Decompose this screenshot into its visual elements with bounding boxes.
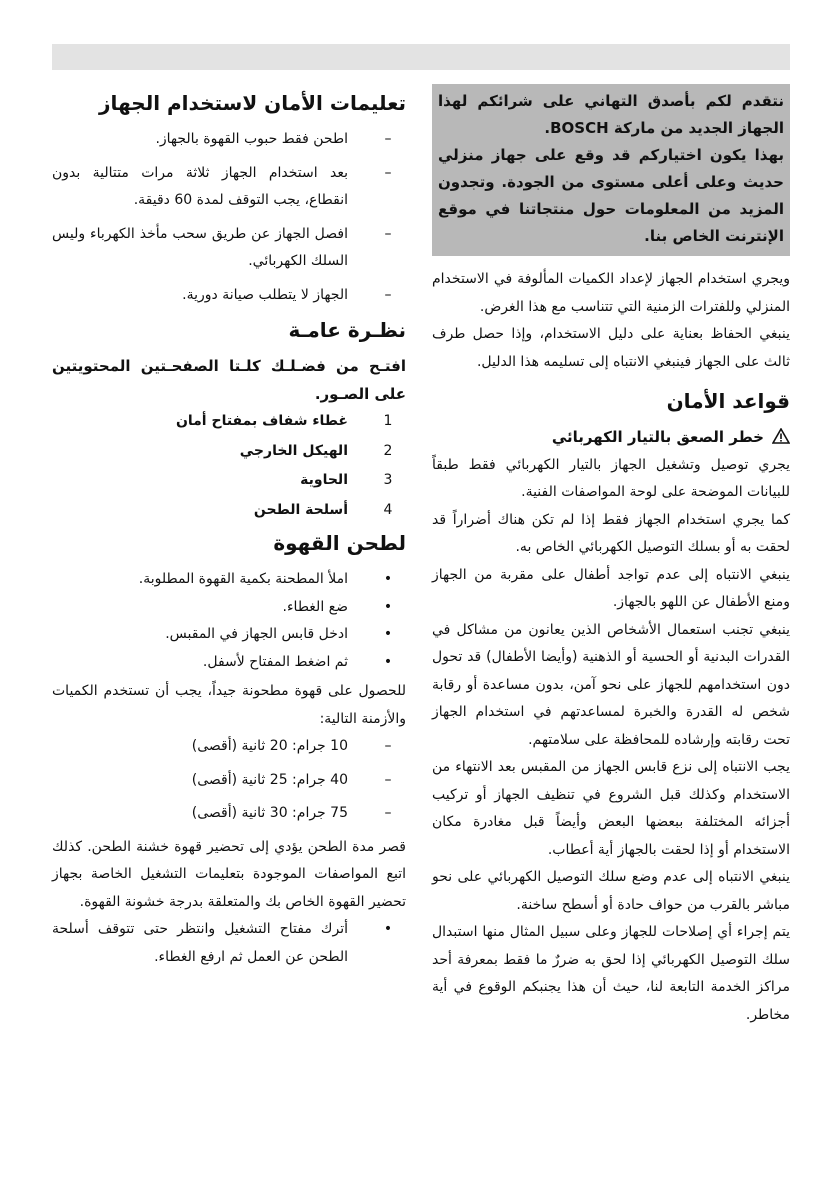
left-column [52, 84, 406, 977]
intro-line-1: نتقدم لكم بأصدق التهاني على شرائكم لهذا الجهاز الجديد من ماركة BOSCH. [438, 92, 784, 137]
grinding-heading: لطحن القهوة [273, 531, 406, 555]
part-label: أسلحة الطحن [253, 501, 348, 518]
part-number: 4 [383, 501, 393, 518]
usage-item-text: بعد استخدام الجهاز ثلاثة مرات متتالية بدون انقطاع، يجب التوقف لمدة 60 دقيقة. [52, 164, 348, 208]
bullet-marker: • [383, 598, 393, 615]
usage-scope-paragraph: ويجري استخدام الجهاز لإعداد الكميات المألوفة في الاستخدام المنزلي وللفترات الزمنية التي تتناسب مع هذا الغرض. [432, 271, 790, 315]
manual-keep-paragraph: ينبغي الحفاظ بعناية على دليل الاستخدام، وإذا حصل طرف ثالث على الجهاز فينبغي الانتباه إلى تسليمه هذا الدليل. [432, 326, 790, 370]
time-text: 75 جرام: 30 ثانية (أقصى) [191, 805, 348, 821]
list-item [52, 916, 406, 971]
safety-para-4: ينبغي تجنب استعمال الأشخاص الذين يعانون من مشاكل في القدرات البدنية أو الحسية أو الذهنية (وأيضا الأطفال) قد تحول دون استخدامهم للجهاز على نحو آمن، بدون مساعدة أو رقابة شخص له القدرة والخبرة لمساعدتهم في استخدام الجهاز تحت رقابته وإرشاده للمحافظة على سلامتهم. [432, 621, 790, 748]
list-item [52, 438, 406, 466]
list-item [52, 467, 406, 495]
warning-triangle-icon [772, 428, 790, 444]
safety-para-2: كما يجري استخدام الجهاز فقط إذا لم تكن هناك أضراراً قد لحقت به أو بسلك التوصيل الكهربائي الخاص به. [432, 511, 790, 555]
usage-item-text: الجهاز لا يتطلب صيانة دورية. [182, 286, 348, 303]
list-item [52, 767, 406, 795]
list-item [52, 221, 406, 276]
usage-item-text: افصل الجهاز عن طريق سحب مأخذ الكهرباء وليس السلك الكهربائي. [52, 225, 348, 269]
step-text: ثم اضغط المفتاح لأسفل. [202, 653, 348, 670]
safety-para-6: ينبغي الانتباه إلى عدم وضع سلك التوصيل الكهربائي على نحو مباشر بالقرب من حواف حادة أو أسطح ساخنة. [432, 869, 790, 913]
right-column [432, 84, 790, 1029]
grinding-steps [52, 566, 406, 676]
overview-heading: نظـرة عامـة [288, 318, 406, 342]
list-item [52, 408, 406, 436]
dash-marker: – [384, 805, 392, 821]
list-item [52, 649, 406, 677]
safety-para-7: يتم إجراء أي إصلاحات للجهاز وعلى سبيل المثال منها استبدال سلك التوصيل الكهربائي إذا لحق به ضررٌ ما فقط بمعرفة أحد مراكز الخدمة التابعة لنا، حيث أن هذا يجنبكم الوقوع في أية مخاطر. [432, 924, 790, 1023]
part-number: 1 [383, 413, 393, 429]
parts-list [52, 408, 406, 524]
grinding-times [52, 733, 406, 828]
bullet-marker: • [383, 626, 393, 642]
header-bar [52, 44, 790, 70]
list-item [52, 566, 406, 594]
safety-heading: قواعد الأمان [666, 389, 790, 413]
part-number: 3 [383, 472, 393, 488]
usage-heading: تعليمات الأمان لاستخدام الجهاز [99, 91, 406, 115]
dash-marker: – [384, 164, 392, 181]
part-number: 2 [383, 442, 393, 459]
bullet-marker: • [383, 653, 393, 670]
step-text: املأ المطحنة بكمية القهوة المطلوبة. [138, 571, 348, 587]
dash-marker: – [384, 771, 392, 788]
overview-instruction: افتـح من فضـلـك كلـتا الصفحـتين المحتويتين على الصـور. [52, 357, 406, 403]
intro-line-2: بهذا يكون اختياركم قد وقع على جهاز منزلي حديث وعلى أعلى مستوى من الجودة. وتجدون المزيد من المعلومات حول منتجاتنا في موقع الإنترنت الخاص بنا. [438, 146, 784, 245]
safety-para-1: يجري توصيل وتشغيل الجهاز بالتيار الكهربائي فقط طبقاً للبيانات الموضحة على لوحة المواصفات الفنية. [432, 456, 790, 500]
time-text: 40 جرام: 25 ثانية (أقصى) [191, 771, 348, 788]
final-step-list [52, 916, 406, 971]
list-item [52, 733, 406, 761]
safety-para-5: يجب الانتباه إلى نزع قابس الجهاز من المقبس بعد الانتهاء من الاستخدام وكذلك قبل الشروع في تنظيف الجهاز أو تركيب أجزائه المختلفة ببعضها البعض وأيضاً قبل مغادرة مكان الاستخدام أو إذا لحقت بالجهاز أية أعطاب. [432, 759, 790, 858]
dash-marker: – [384, 225, 392, 242]
step-text: ضع الغطاء. [282, 598, 348, 615]
dash-marker: – [384, 131, 392, 147]
intro-box [432, 84, 790, 256]
list-item [52, 621, 406, 649]
warning-title: خطر الصعق بالتيار الكهربائي [551, 428, 764, 446]
list-item [52, 160, 406, 215]
list-item [52, 126, 406, 154]
list-item [52, 800, 406, 828]
usage-item-text: اطحن فقط حبوب القهوة بالجهاز. [155, 131, 348, 147]
bullet-marker: • [383, 921, 393, 937]
time-text: 10 جرام: 20 ثانية (أقصى) [191, 738, 348, 754]
final-step-text: أترك مفتاح التشغيل وانتظر حتى تتوقف أسلحة الطحن عن العمل ثم ارفع الغطاء. [52, 921, 348, 965]
bullet-marker: • [383, 571, 393, 587]
dash-marker: – [384, 286, 392, 303]
part-label: الحاوية [300, 472, 348, 488]
list-item [52, 594, 406, 622]
list-item [52, 497, 406, 525]
part-label: الهيكل الخارجي [239, 442, 348, 459]
part-label: غطاء شفاف بمفتاح أمان [175, 413, 348, 429]
dash-marker: – [384, 738, 392, 754]
times-intro: للحصول على قهوة مطحونة جيداً، يجب أن تستخدم الكميات والأزمنة التالية: [52, 683, 406, 727]
usage-list [52, 126, 406, 309]
electric-shock-warning [432, 424, 790, 452]
grind-coarseness-note: قصر مدة الطحن يؤدي إلى تحضير قهوة خشنة الطحن. كذلك اتبع المواصفات الموجودة بتعليمات التشغيل الخاصة بجهاز تحضير القهوة الخاص بك والمتعلقة بدرجة خشونة القهوة. [52, 838, 406, 910]
list-item [52, 282, 406, 310]
step-text: ادخل قابس الجهاز في المقبس. [165, 626, 348, 642]
safety-para-3: ينبغي الانتباه إلى عدم تواجد أطفال على مقربة من الجهاز ومنع الأطفال عن اللهو بالجهاز. [432, 566, 790, 610]
